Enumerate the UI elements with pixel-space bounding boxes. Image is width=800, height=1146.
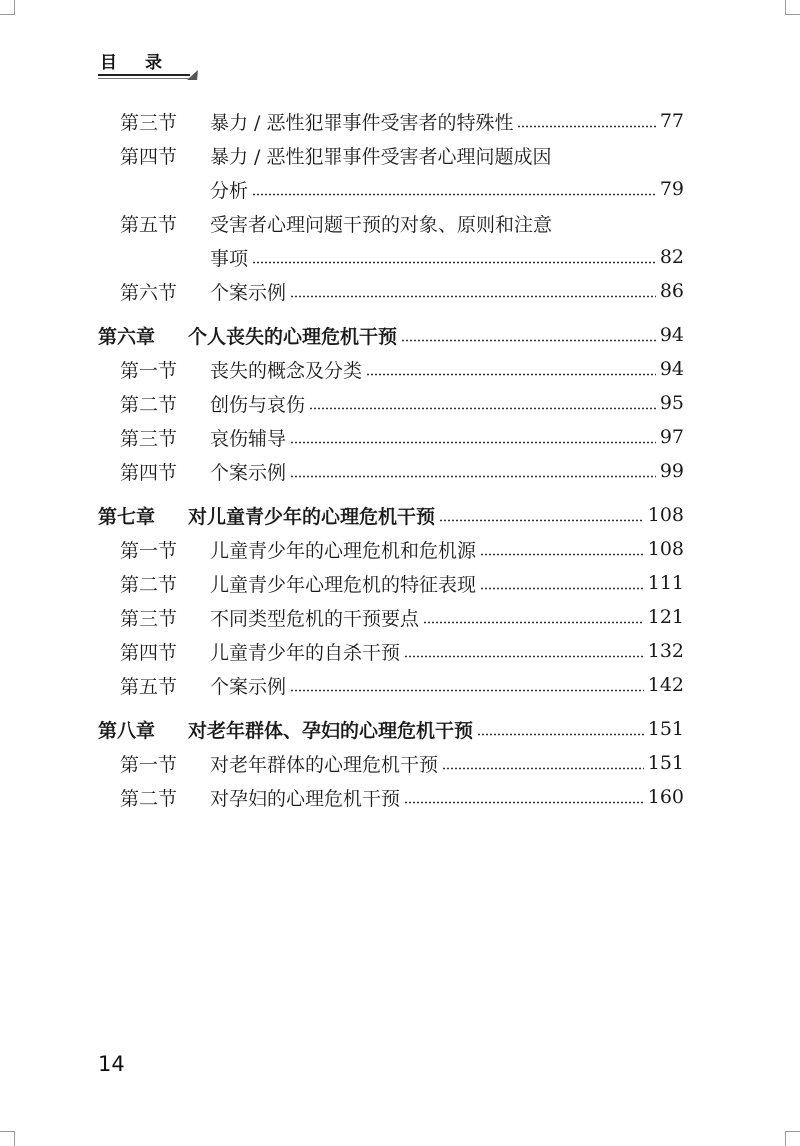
toc-entry-label: [210, 244, 248, 271]
toc-entry-number: 第三节: [120, 111, 178, 134]
crop-mark-top-left: [0, 0, 15, 15]
toc-entry-title: 对老年群体、孕妇的心理危机干预: [188, 719, 474, 742]
dot-leader: [423, 621, 644, 624]
toc-section-entry[interactable]: [120, 668, 684, 702]
toc-entry-number: 第二节: [120, 573, 178, 596]
dot-leader: [404, 801, 644, 804]
toc-page-number: 82: [659, 246, 684, 268]
dot-leader: [252, 261, 656, 264]
toc-entry-label: [120, 458, 286, 485]
toc-entry-title: 个案示例: [210, 281, 287, 304]
toc-entry-label: [120, 570, 476, 597]
toc-entry-label: [120, 784, 400, 811]
toc-entry-continuation[interactable]: [210, 240, 684, 274]
toc-page-number: 160: [647, 786, 684, 808]
toc-entry-number: 第一节: [120, 359, 178, 382]
toc-entry-label: [120, 604, 419, 631]
dot-leader: [480, 553, 644, 556]
toc-page-number: 97: [659, 426, 684, 448]
toc-entry-title: 受害者心理问题干预的对象、原则和注意: [210, 213, 553, 236]
dot-leader: [439, 519, 644, 522]
dot-leader: [404, 655, 644, 658]
toc-entry-title: 丧失的概念及分类: [210, 359, 363, 382]
toc-entry-title: 分析: [210, 179, 249, 202]
toc-entry-title: 不同类型危机的干预要点: [210, 607, 420, 630]
toc-entry-label: [120, 278, 286, 305]
toc-section-entry[interactable]: [120, 566, 684, 600]
toc-section-entry[interactable]: [120, 420, 684, 454]
toc-entry-label: [210, 176, 248, 203]
toc-entry-title: 哀伤辅导: [210, 427, 287, 450]
toc-entry-number: 第三节: [120, 427, 178, 450]
toc-page-number: 94: [659, 358, 684, 380]
toc-entry-title: 个案示例: [210, 675, 287, 698]
running-head: [98, 46, 208, 86]
toc-section-entry[interactable]: [120, 634, 684, 668]
toc-section-entry[interactable]: [120, 274, 684, 308]
toc-page-number: 151: [647, 718, 684, 740]
toc-entry-label: [98, 716, 473, 743]
toc-entry-number: 第一节: [120, 753, 178, 776]
toc-entry-label: [120, 390, 305, 417]
toc-entry-title: 个案示例: [210, 461, 287, 484]
toc-entry-label: [120, 108, 513, 135]
toc-entry-number: 第六章: [98, 325, 156, 348]
toc-entry-label: [120, 142, 551, 169]
toc-section-entry[interactable]: [120, 386, 684, 420]
toc-section-entry[interactable]: [120, 454, 684, 488]
toc-page-number: 108: [647, 504, 684, 526]
toc-entry-title: 对儿童青少年的心理危机干预: [188, 505, 436, 528]
running-head-rule-thin: [98, 78, 190, 79]
toc-page-number: 99: [659, 460, 684, 482]
toc-entry-label: [120, 750, 438, 777]
toc-entry-title: 儿童青少年的心理危机和危机源: [210, 539, 477, 562]
toc-section-entry[interactable]: [120, 600, 684, 634]
toc-entry-label: [120, 672, 286, 699]
crop-mark-bottom-right: [785, 1131, 800, 1146]
toc-page-number: 94: [659, 324, 684, 346]
crop-mark-top-right: [785, 0, 800, 15]
dot-leader: [252, 193, 656, 196]
dot-leader: [477, 733, 644, 736]
toc-page-number: 77: [659, 110, 684, 132]
toc-section-entry[interactable]: [120, 206, 684, 240]
toc-page-number: 108: [647, 538, 684, 560]
toc-entry-title: 个人丧失的心理危机干预: [188, 325, 398, 348]
toc-entry-label: [98, 502, 435, 529]
toc-section-entry[interactable]: [120, 352, 684, 386]
page-number: 14: [98, 1052, 125, 1076]
toc-entry-number: 第一节: [120, 539, 178, 562]
dot-leader: [480, 587, 644, 590]
dot-leader: [290, 475, 656, 478]
toc-page-number: 142: [647, 674, 684, 696]
toc-entry-title: 暴力 / 恶性犯罪事件受害者心理问题成因: [210, 145, 552, 168]
toc-entry-label: [120, 424, 286, 451]
toc-entry-title: 儿童青少年心理危机的特征表现: [210, 573, 477, 596]
toc-section-entry[interactable]: [120, 746, 684, 780]
dot-leader: [290, 689, 644, 692]
toc-page-number: 151: [647, 752, 684, 774]
toc-entry-number: 第八章: [98, 719, 156, 742]
toc-section-entry[interactable]: [120, 138, 684, 172]
dot-leader: [442, 767, 644, 770]
toc-entry-number: 第二节: [120, 787, 178, 810]
toc-entry-label: [120, 210, 552, 237]
toc-chapter-entry[interactable]: [98, 712, 684, 746]
toc-entry-title: 对老年群体的心理危机干预: [210, 753, 439, 776]
crop-mark-bottom-left: [0, 1131, 15, 1146]
toc-page-number: 132: [647, 640, 684, 662]
dot-leader: [290, 295, 656, 298]
toc-section-entry[interactable]: [120, 780, 684, 814]
toc-section-entry[interactable]: [120, 104, 684, 138]
toc-entry-number: 第四节: [120, 461, 178, 484]
toc-page-number: 95: [659, 392, 684, 414]
toc-entry-label: [120, 356, 362, 383]
toc-chapter-entry[interactable]: [98, 318, 684, 352]
toc-entry-number: 第二节: [120, 393, 178, 416]
toc-entry-number: 第四节: [120, 145, 178, 168]
toc-page-number: 121: [647, 606, 684, 628]
toc-chapter-entry[interactable]: [98, 498, 684, 532]
toc-entry-label: [98, 322, 397, 349]
toc-section-entry[interactable]: [120, 532, 684, 566]
running-head-rule: [98, 74, 190, 76]
toc-entry-title: 事项: [210, 247, 249, 270]
toc-entry-number: 第五节: [120, 675, 178, 698]
toc-entry-label: [120, 536, 476, 563]
dot-leader: [309, 407, 656, 410]
toc-entry-number: 第六节: [120, 281, 178, 304]
toc-page-number: 86: [659, 280, 684, 302]
toc-entry-number: 第四节: [120, 641, 178, 664]
toc-page-number: 79: [659, 178, 684, 200]
dot-leader: [290, 441, 656, 444]
running-head-title: 目录: [100, 53, 190, 73]
toc-entry-label: [120, 638, 400, 665]
toc-page-number: 111: [647, 572, 684, 594]
toc-entry-number: 第七章: [98, 505, 156, 528]
toc-entry-title: 创伤与哀伤: [210, 393, 306, 416]
dot-leader: [366, 373, 656, 376]
toc-entry-title: 儿童青少年的自杀干预: [210, 641, 401, 664]
dot-leader: [517, 125, 655, 128]
toc-entry-title: 对孕妇的心理危机干预: [210, 787, 401, 810]
toc-entry-number: 第五节: [120, 213, 178, 236]
toc-entry-number: 第三节: [120, 607, 178, 630]
dot-leader: [401, 339, 656, 342]
toc-entry-title: 暴力 / 恶性犯罪事件受害者的特殊性: [210, 111, 514, 134]
toc-entry-continuation[interactable]: [210, 172, 684, 206]
